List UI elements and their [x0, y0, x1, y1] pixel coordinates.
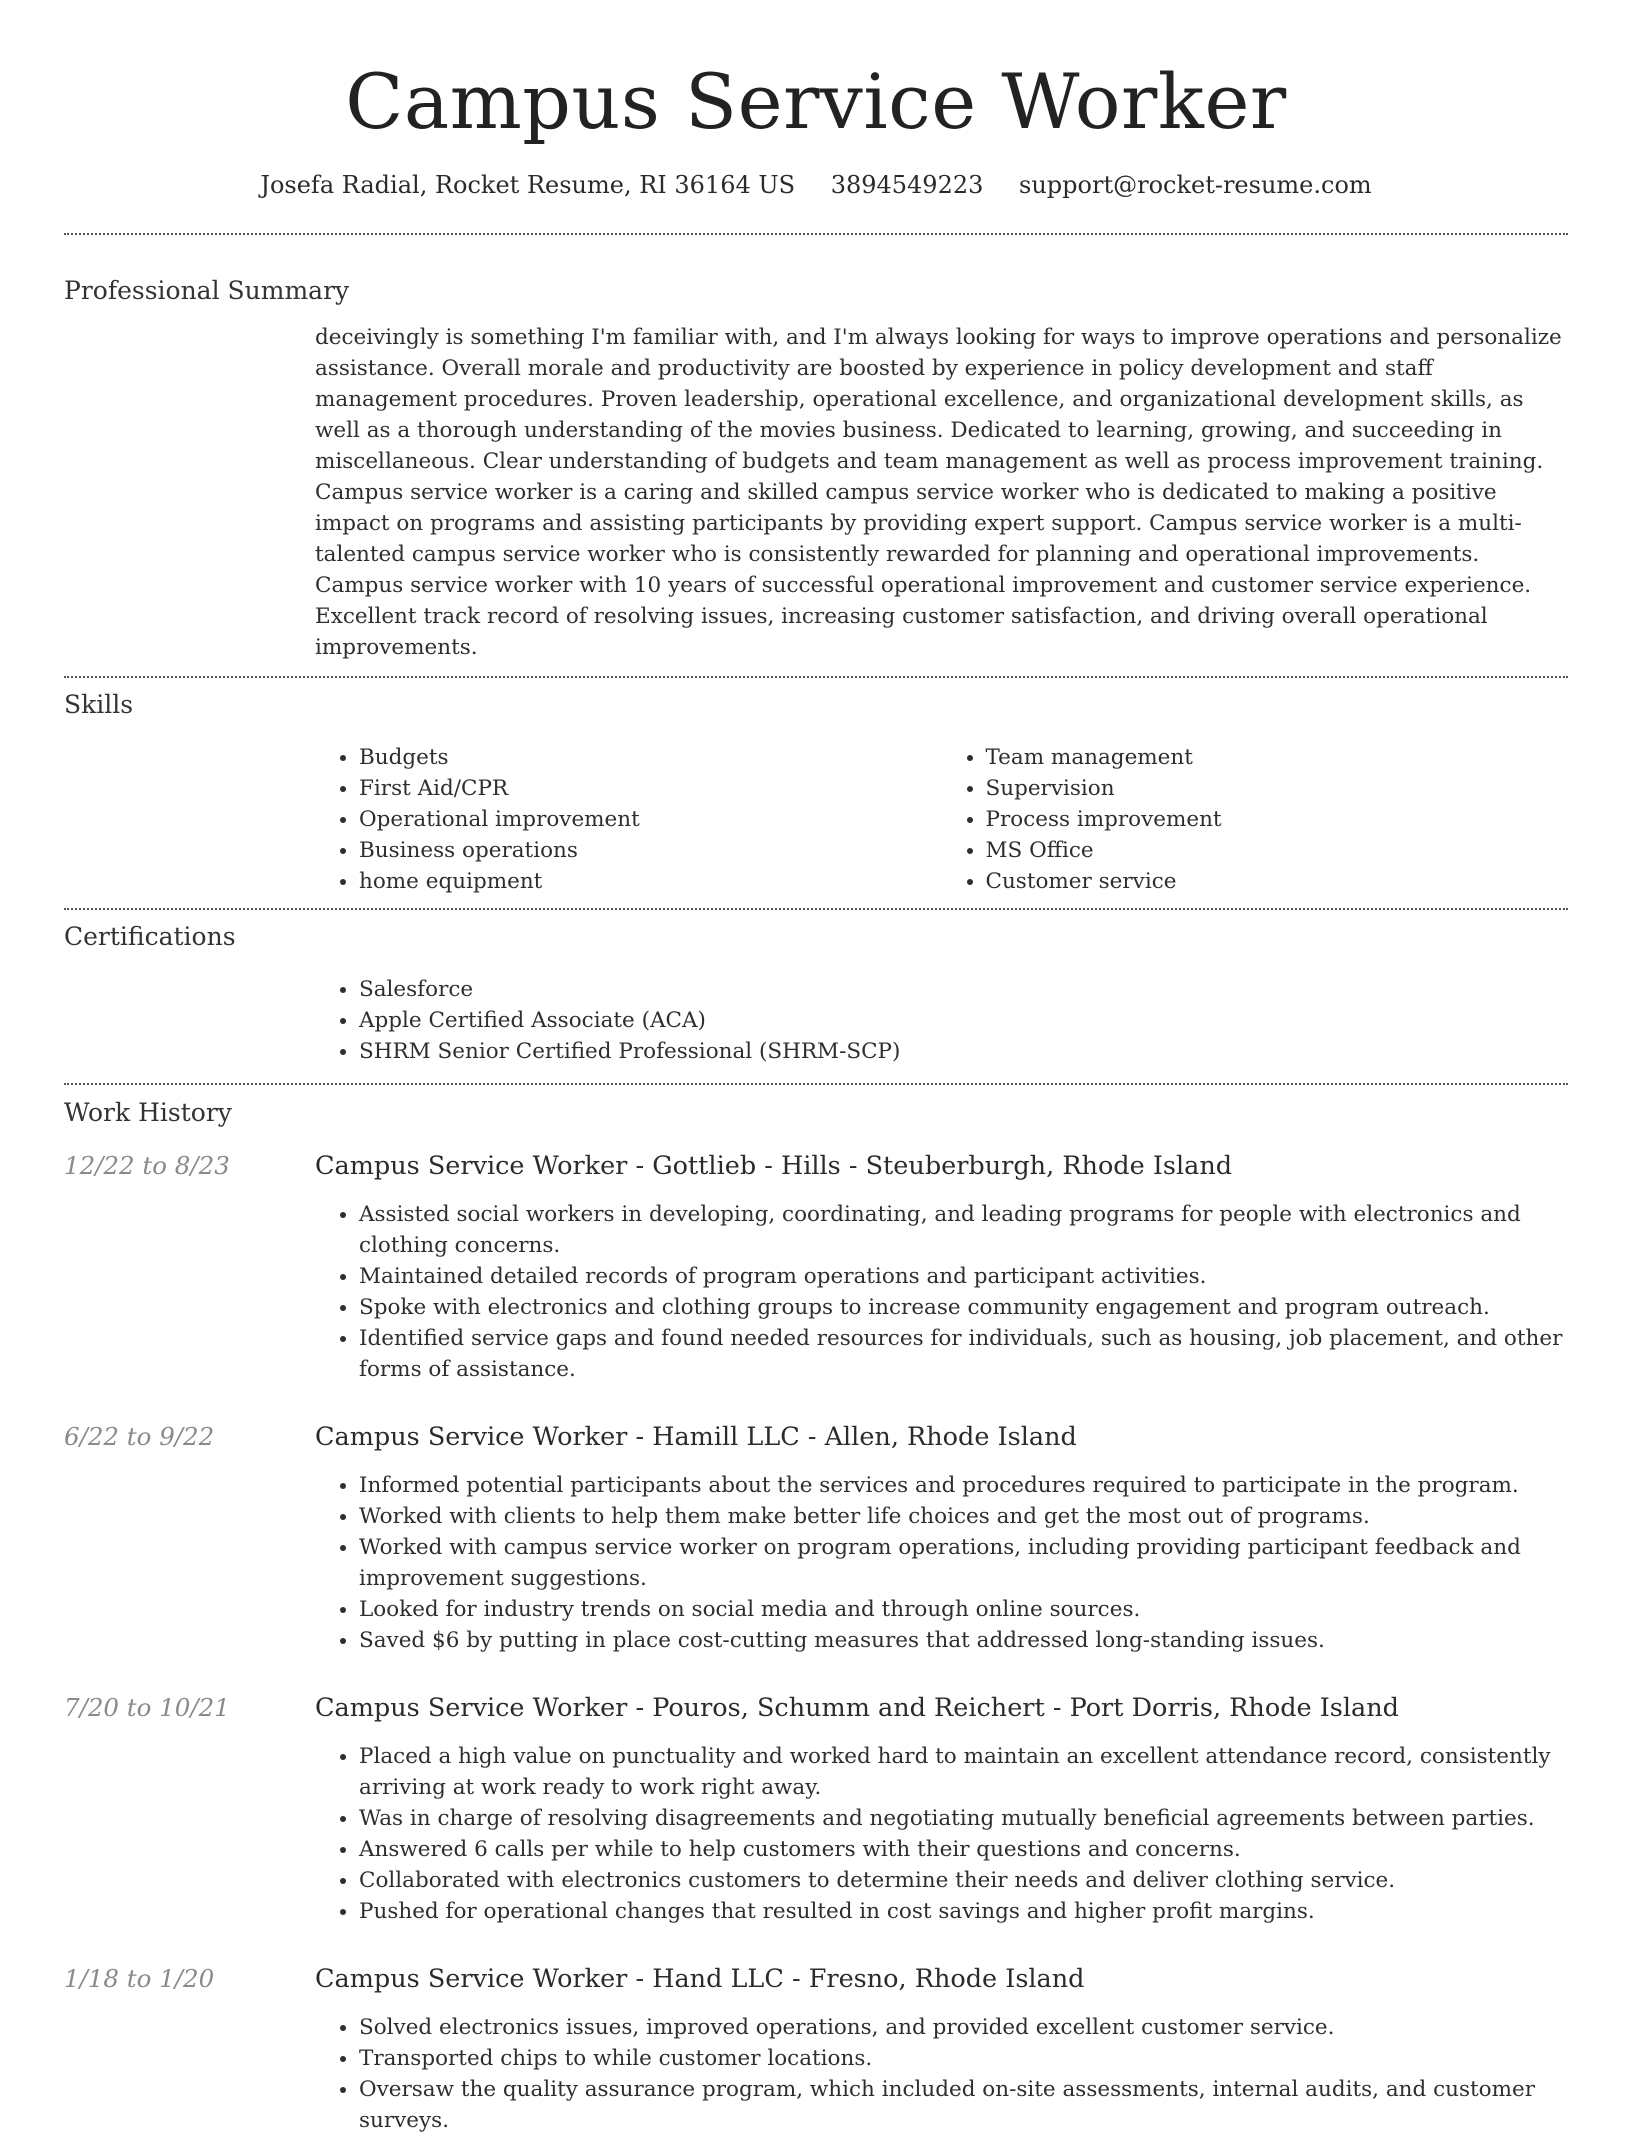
job-title: Campus Service Worker - Gottlieb - Hills - Steuberburgh, Rhode Island: [315, 1151, 1233, 1181]
job-bullet: • Collaborated with electronics customers to determine their needs and deliver clothing service.: [359, 1865, 1568, 1896]
job-bullet: • Answered 6 calls per while to help customers with their questions and concerns.: [359, 1834, 1568, 1865]
job-bullet: • Informed potential participants about the services and procedures required to participate in the program.: [359, 1470, 1568, 1501]
skill-item: • Team management: [986, 742, 1569, 773]
job-body: [315, 1963, 1568, 2136]
job-bullet: • Oversaw the quality assurance program, which included on-site assessments, internal audits, and customer surveys.: [359, 2074, 1568, 2136]
divider: [64, 676, 1568, 678]
skill-item: • Process improvement: [986, 804, 1569, 835]
skill-item: • Operational improvement: [359, 804, 942, 835]
job-bullet: • Worked with clients to help them make better life choices and get the most out of programs.: [359, 1501, 1568, 1532]
job-bullet: • Saved $6 by putting in place cost-cutting measures that addressed long-standing issues.: [359, 1625, 1568, 1656]
job-dates: 6/22 to 9/22: [64, 1422, 215, 1451]
summary-text: deceivingly is something I'm familiar with, and I'm always looking for ways to improve operations and personalize assistance. Overall morale and productivity are boosted by experience in policy development and staff management procedures. Proven leadership, operational excellence, and organizational development skills, as well as a thorough understanding of the movies business. Dedicated to learning, growing, and succeeding in miscellaneous. Clear understanding of budgets and team management as well as process improvement training. Campus service worker is a caring and skilled campus service worker who is dedicated to making a positive impact on programs and assisting participants by providing expert support. Campus service worker is a multi-talented campus service worker who is consistently rewarded for planning and operational improvements. Campus service worker with 10 years of successful operational improvement and customer service experience. Excellent track record of resolving issues, increasing customer satisfaction, and driving overall operational improvements.: [315, 325, 1562, 660]
certification-item: • Salesforce: [359, 974, 1568, 1005]
skill-item: • Business operations: [359, 835, 942, 866]
divider: [64, 1083, 1568, 1085]
job-bullets: [315, 1470, 1568, 1656]
contact-line: [64, 170, 1568, 200]
skills-column-right: [942, 742, 1569, 897]
skill-item: • Budgets: [359, 742, 942, 773]
certifications-section: [64, 921, 1568, 1067]
job-bullet: • Pushed for operational changes that resulted in cost savings and higher profit margins.: [359, 1896, 1568, 1927]
job-dates: 1/18 to 1/20: [64, 1964, 215, 1993]
section-heading-summary: Professional Summary: [64, 276, 350, 305]
job-bullet: • Looked for industry trends on social media and through online sources.: [359, 1594, 1568, 1625]
work-history-section: [64, 1097, 1568, 2136]
job-title: Campus Service Worker - Hand LLC - Fresno, Rhode Island: [315, 1964, 1085, 1994]
skill-item: • MS Office: [986, 835, 1569, 866]
skills-section: [64, 689, 1568, 897]
job-bullet: • Worked with campus service worker on program operations, including providing participant feedback and improvement suggestions.: [359, 1532, 1568, 1594]
certification-item: • SHRM Senior Certified Professional (SHRM-SCP): [359, 1036, 1568, 1067]
job-bullet: • Maintained detailed records of program operations and participant activities.: [359, 1261, 1568, 1292]
job-dates: 7/20 to 10/21: [64, 1693, 230, 1722]
job-bullet: • Solved electronics issues, improved operations, and provided excellent customer service.: [359, 2012, 1568, 2043]
job-body: [315, 1692, 1568, 1927]
skill-item: • First Aid/CPR: [359, 773, 942, 804]
job-body: [315, 1421, 1568, 1656]
certifications-list: [315, 974, 1568, 1067]
section-heading-certifications: Certifications: [64, 922, 236, 951]
job-entry: [64, 1421, 1568, 1656]
job-entry: [64, 1963, 1568, 2136]
job-entry: [64, 1150, 1568, 1385]
skill-item: • Supervision: [986, 773, 1569, 804]
section-heading-work-history: Work History: [64, 1098, 232, 1127]
job-bullet: • Transported chips to while customer locations.: [359, 2043, 1568, 2074]
job-bullet: • Was in charge of resolving disagreements and negotiating mutually beneficial agreements between parties.: [359, 1803, 1568, 1834]
certification-item: • Apple Certified Associate (ACA): [359, 1005, 1568, 1036]
job-dates: 12/22 to 8/23: [64, 1151, 230, 1180]
job-body: [315, 1150, 1568, 1385]
skill-item: • Customer service: [986, 866, 1569, 897]
contact-phone: 3894549223: [830, 171, 984, 199]
job-bullet: • Identified service gaps and found needed resources for individuals, such as housing, job placement, and other forms of assistance.: [359, 1323, 1568, 1385]
skill-item: • home equipment: [359, 866, 942, 897]
resume-page: [64, 0, 1568, 2136]
resume-title: Campus Service Worker: [345, 57, 1287, 146]
job-bullets: [315, 1741, 1568, 1927]
section-heading-skills: Skills: [64, 690, 134, 719]
job-bullet: • Placed a high value on punctuality and worked hard to maintain an excellent attendance record, consistently arriving at work ready to work right away.: [359, 1741, 1568, 1803]
contact-address: Josefa Radial, Rocket Resume, RI 36164 US: [260, 171, 796, 199]
job-bullet: • Spoke with electronics and clothing groups to increase community engagement and program outreach.: [359, 1292, 1568, 1323]
job-bullets: [315, 1199, 1568, 1385]
skills-column-left: [315, 742, 942, 897]
divider: [64, 908, 1568, 910]
job-title: Campus Service Worker - Hamill LLC - Allen, Rhode Island: [315, 1422, 1077, 1452]
divider: [64, 233, 1568, 235]
summary-section: [64, 275, 1568, 663]
job-bullet: • Assisted social workers in developing, coordinating, and leading programs for people with electronics and clothing concerns.: [359, 1199, 1568, 1261]
skills-list: [315, 742, 1568, 897]
job-title: Campus Service Worker - Pouros, Schumm and Reichert - Port Dorris, Rhode Island: [315, 1693, 1399, 1723]
job-entry: [64, 1692, 1568, 1927]
contact-email: support@rocket-resume.com: [1019, 171, 1372, 199]
job-bullets: [315, 2012, 1568, 2136]
